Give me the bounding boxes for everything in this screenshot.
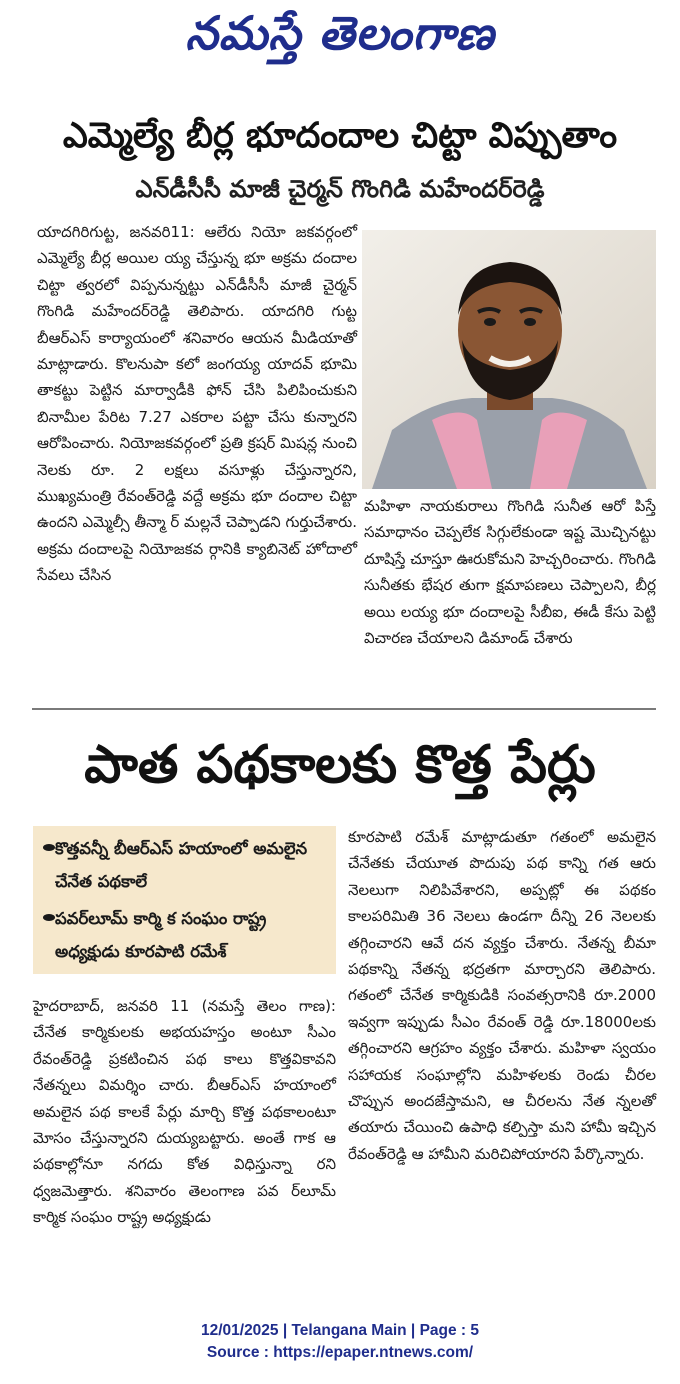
highlight-item <box>43 832 328 898</box>
masthead-title: నమస్తే తెలంగాణ <box>185 6 495 60</box>
story2-body-left: హైదరాబాద్‌, జనవరి 11 (నమస్తే తెలం గాణ): చేనేత కార్మికులకు అభయహస్తం అంటూ సీఎం రేవంత్‌రెడ్డి ప్రకటించిన పథ కాలు కొత్తవికావని నేతన్నలు విమర్శిం చారు. బీఆర్‌ఎస్‌ హయాంలో అమలైన పథ కాలకే పేర్లు మార్చి కొత్త పథకాలంటూ మోసం చేస్తున్నారని దుయ్యబట్టారు. అంతే గాక ఆ పథకాల్లోనూ నగదు కోత విధిస్తున్నా రని ధ్వజమెత్తారు. శనివారం తెలంగాణ పవ ర్‌లూమ్‌ కార్మిక సంఘం రాష్ట్ర అధ్యక్షుడు <box>33 997 336 1227</box>
footer-date-line: 12/01/2025 | Telangana Main | Page : 5 <box>200 1322 480 1339</box>
politician-photo <box>362 230 656 489</box>
highlights-box <box>33 826 336 974</box>
story2-body-right: కూరపాటి రమేశ్‌ మాట్లాడుతూ గతంలో అమలైన చేనేతకు చేయూత పొదుపు పథ కాన్ని గత ఆరు నెలలుగా నిలిపివేశారని, అప్పట్లో ఈ పథకం కాలపరిమితి 36 నెలలు ఉండగా దీన్ని 26 నెలలకు తగ్గించారని ఆవే దన వ్యక్తం చేశారు. నేతన్న బీమా పథకాన్ని నేతన్న భద్రతగా మార్చారని తెలిపారు. గతంలో చేనేత కార్మికుడికి సంవత్సరానికి రూ.2000 ఇవ్వగా ఇప్పుడు సీఎం రేవంత్‌ రెడ్డి రూ.18000లకు తగ్గించారని ఆగ్రహం వ్యక్తం చేశారు. మహిళా స్వయం సహాయక సంఘాల్లోని మహిళలకు రెండు చీరల చొప్పున అందజేస్తామని, ఆ చీరలను నేత న్నలతో తయారు చేయించి ఉపాధి కల్పిస్తా మని హామీ ఇచ్చిన రేవంత్‌రెడ్డి ఆ హామీని మరిచిపోయారని పేర్కొన్నారు. <box>348 828 656 1163</box>
footer-source-line: Source : https://epaper.ntnews.com/ <box>206 1344 474 1361</box>
highlight-item <box>43 902 328 968</box>
story2-headline: పాత పథకాలకు కొత్త పేర్లు <box>84 735 596 795</box>
masthead <box>0 6 680 74</box>
highlight-text: కొత్తవన్నీ బీఆర్‌ఎస్‌ హయాంలో అమలైన చేనేత పథకాలే <box>55 839 308 891</box>
story1-subheadline: ఎన్‌డీసీసీ మాజీ చైర్మన్‌ గొంగిడి మహేందర్‌రెడ్డి <box>135 175 545 203</box>
bullet-icon <box>43 914 55 921</box>
section-divider <box>32 708 656 710</box>
bullet-icon <box>43 844 55 851</box>
story1-headline: ఎమ్మెల్యే బీర్ల భూదందాల చిట్టా విప్పుతాం <box>62 116 618 156</box>
page-footer <box>0 1320 680 1364</box>
highlight-text: పవర్‌లూమ్‌ కార్మి క సంఘం రాష్ట్ర అధ్యక్షుడు కూరపాటి రమేశ్‌ <box>55 909 267 961</box>
story1-body-right: మహిళా నాయకురాలు గొంగిడి సునీత ఆరో పిస్తే సమాధానం చెప్పలేక సిగ్గులేకుండా ఇష్ట మొచ్చినట్టు దూషిస్తే చూస్తూ ఊరుకోమని హెచ్చరించారు. గొంగిడి సునీతకు భేషర తుగా క్షమాపణలు చెప్పాలని, బీర్ల అయి లయ్య భూ దందాలపై సీబీఐ, ఈడీ కేసు పెట్టి విచారణ చేయాలని డిమాండ్‌ చేశారు <box>364 497 656 648</box>
story1-body-left: యాదగిరిగుట్ట, జనవరి11: ఆలేరు నియో జకవర్గంలో ఎమ్మెల్యే బీర్ల అయిల య్య చేస్తున్న భూ అక్రమ దందాల చిట్టా త్వరలో విప్పనున్నట్టు ఎన్‌డీసీసీ మాజీ చైర్మన్‌ గొంగిడి మహేందర్‌రెడ్డి తెలిపారు. యాదగిరి గుట్ట బీఆర్‌ఎస్‌ కార్యాయంలో శనివారం ఆయన మీడియాతో మాట్లాడారు. కొలనుపా కలో జంగయ్య యాదవ్‌ భూమి తాకట్టు పెట్టిన మార్వాడీకి ఫోన్‌ చేసి పిలిపించుకుని బినామీల పేరిట 7.27 ఎకరాల పట్టా చేసు కున్నారని ఆరోపించారు. నియోజకవర్గంలో ప్రతి క్రషర్‌ మిషన్ల నుంచి నెలకు రూ. 2 లక్షలు వసూళ్లు చేస్తున్నారని, ముఖ్యమంత్రి రేవంత్‌రెడ్డి వద్దే అక్రమ భూ దందాల చిట్టా ఉందని ఎమ్మెల్సీ తీన్మా ర్‌ మల్లనే చెప్పాడని గుర్తుచేశారు. అక్రమ దందాలపై నియోజకవ ర్గానికి క్యాబినెట్‌ హోదాలో సేవలు చేసిన <box>37 223 357 585</box>
